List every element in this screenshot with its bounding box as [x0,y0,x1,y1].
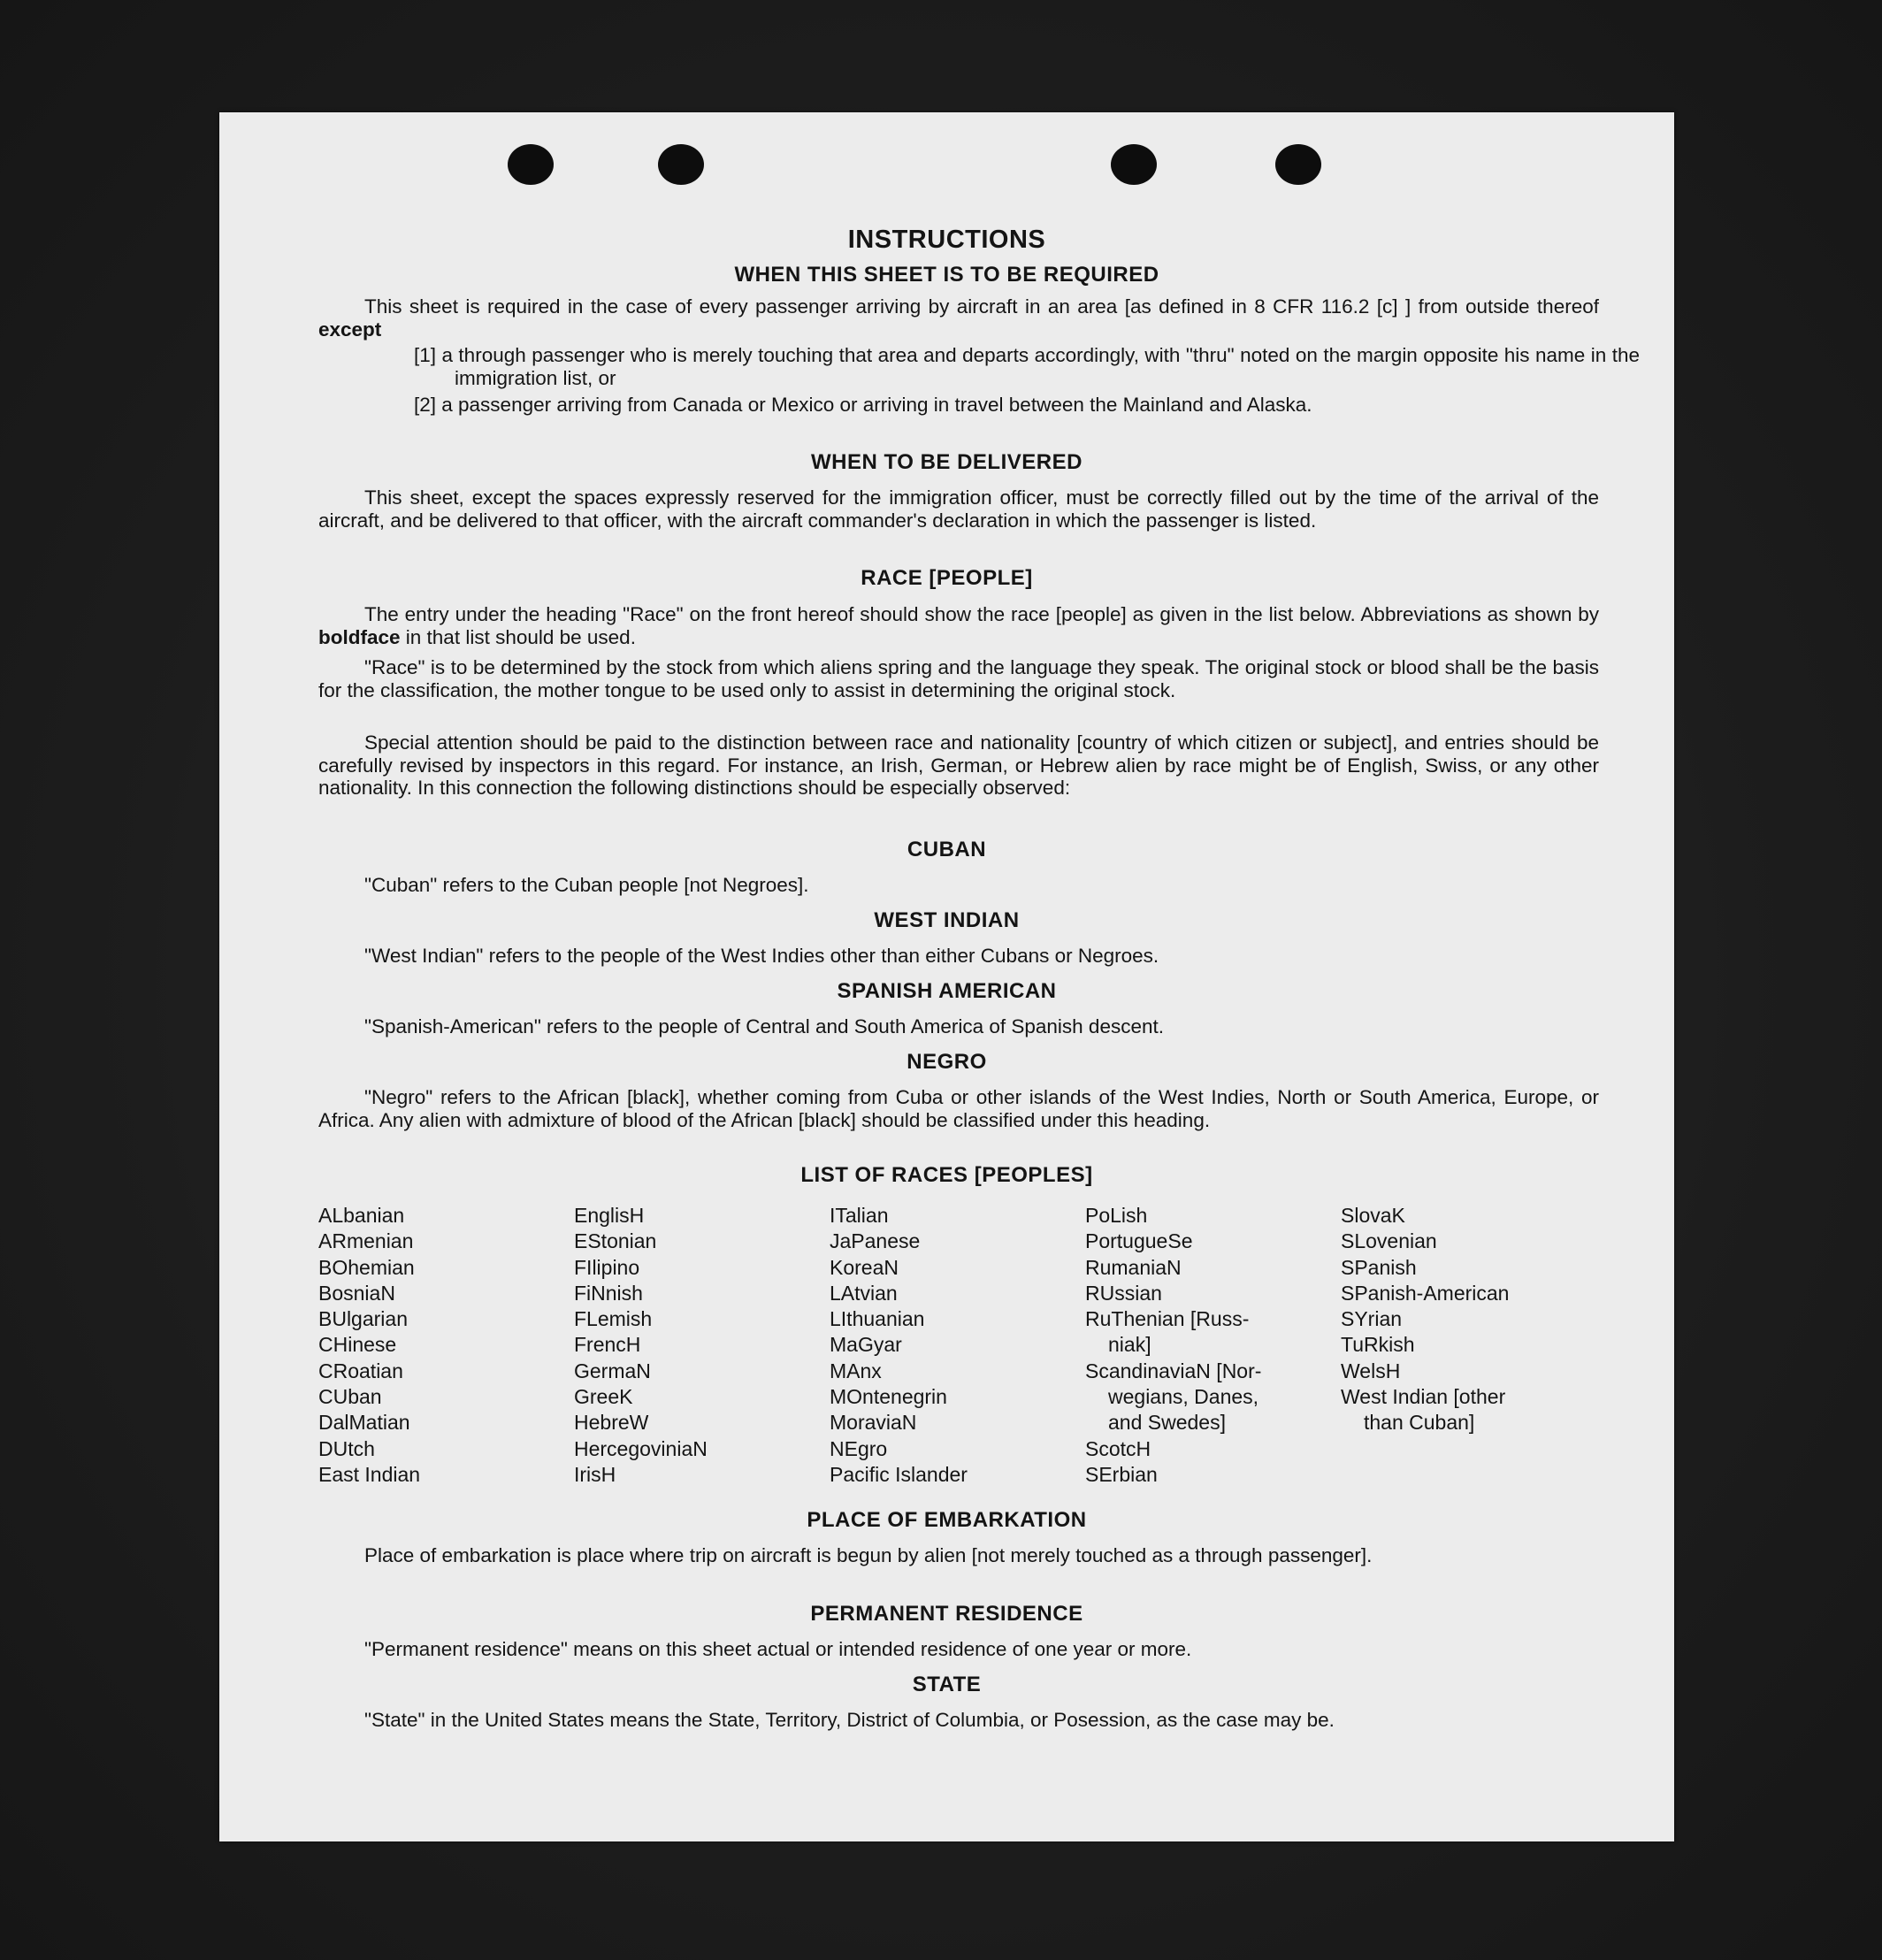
race-entry: BUlgarian [318,1307,408,1331]
required-item-1: [1] a through passenger who is merely touching that area and departs accordingly, with "thru" noted on the margin opposite his name in the immigration list, or [414,344,1640,389]
race-entry: than Cuban] [1364,1411,1475,1435]
race-entry: wegians, Danes, [1108,1385,1259,1409]
race-entry: Pacific Islander [830,1462,968,1486]
races-column-3 [830,1203,968,1488]
race-entry: BOhemian [318,1255,415,1279]
races-column-4 [1085,1203,1261,1488]
race-entry: PoLish [1085,1204,1148,1227]
race-entry: SlovaK [1341,1204,1405,1227]
heading-delivered: WHEN TO BE DELIVERED [811,450,1083,474]
race-entry: ITalian [830,1204,889,1227]
race-entry: MaGyar [830,1333,902,1357]
race-entry: IrisH [574,1462,616,1486]
heading-required: WHEN THIS SHEET IS TO BE REQUIRED [734,263,1159,287]
race-entry: CUban [318,1385,382,1409]
race-entry: MoraviaN [830,1411,917,1435]
heading-permanent-residence: PERMANENT RESIDENCE [810,1602,1083,1626]
race-entry: RUssian [1085,1281,1162,1305]
punch-hole [1275,144,1321,185]
cuban-text: "Cuban" refers to the Cuban people [not Negroes]. [364,874,809,896]
race-entry: TuRkish [1341,1333,1415,1357]
embarkation-text: Place of embarkation is place where trip on aircraft is begun by alien [not merely touched as a through passenger]. [364,1544,1373,1566]
race-entry: MOntenegrin [830,1385,947,1409]
race-entry: HebreW [574,1411,649,1435]
race-entry: MAnx [830,1359,882,1382]
race-paragraph-1: The entry under the heading "Race" on the front hereof should show the race [people] as given in the list below. Abbreviations as shown by boldface in that list should be used. [318,603,1599,648]
race-entry: ALbanian [318,1204,405,1227]
heading-state: STATE [912,1673,982,1696]
race-entry: HercegoviniaN [574,1436,708,1460]
race-entry: FiNnish [574,1281,643,1305]
race-entry: KoreaN [830,1255,899,1279]
race-entry: SYrian [1341,1307,1403,1331]
heading-cuban: CUBAN [907,838,987,861]
race-entry: RuThenian [Russ- [1085,1307,1250,1331]
state-text: "State" in the United States means the State, Territory, District of Columbia, or Posession, as the case may be. [364,1709,1335,1731]
race-entry: ScotcH [1085,1436,1151,1460]
punch-hole [508,144,554,185]
races-column-2 [574,1203,708,1488]
race-entry: SPanish-American [1341,1281,1510,1305]
race-paragraph-3: Special attention should be paid to the distinction between race and nationality [country of which citizen or subject], and entries should be carefully revised by inspectors in this regard. For instance, an Irish, German, or Hebrew alien by race might be of English, Swiss, or any other nationality. In this connection the following distinctions should be especially observed: [318,731,1599,799]
race-entry: FLemish [574,1307,653,1331]
race-entry: FrencH [574,1333,641,1357]
race-entry: GreeK [574,1385,633,1409]
race-entry: CHinese [318,1333,397,1357]
race-entry: PortugueSe [1085,1229,1193,1253]
race-entry: GermaN [574,1359,651,1382]
races-column-1 [318,1203,420,1488]
required-intro: This sheet is required in the case of every passenger arriving by aircraft in an area [as defined in 8 CFR 116.2 [c] ] from outside thereof except [318,295,1599,341]
race-entry: West Indian [other [1341,1385,1506,1409]
punch-hole [658,144,704,185]
race-paragraph-2: "Race" is to be determined by the stock from which aliens spring and the language they speak. The original stock or blood shall be the basis for the classification, the mother tongue to be used only to assist in determining the original stock. [318,656,1599,701]
race-entry: BosniaN [318,1281,395,1305]
race-entry: East Indian [318,1462,421,1486]
race-entry: ScandinaviaN [Nor- [1085,1359,1262,1382]
heading-embarkation: PLACE OF EMBARKATION [807,1508,1087,1532]
heading-race: RACE [PEOPLE] [861,566,1033,590]
race-entry: and Swedes] [1108,1411,1226,1435]
heading-west-indian: WEST INDIAN [874,908,1020,932]
delivered-text: This sheet, except the spaces expressly reserved for the immigration officer, must be correctly filled out by the time of the arrival of the aircraft, and be delivered to that officer, with the aircraft commander's declaration in which the passenger is listed. [318,486,1599,532]
race-entry: niak] [1108,1333,1151,1357]
race-entry: WelsH [1341,1359,1401,1382]
race-entry: RumaniaN [1085,1255,1182,1279]
race-entry: SPanish [1341,1255,1417,1279]
race-entry: LAtvian [830,1281,898,1305]
race-entry: LIthuanian [830,1307,925,1331]
race-entry: EStonian [574,1229,657,1253]
heading-negro: NEGRO [907,1050,987,1074]
race-entry: ARmenian [318,1229,414,1253]
race-entry: SErbian [1085,1462,1158,1486]
spanish-american-text: "Spanish-American" refers to the people of Central and South America of Spanish descent. [364,1015,1164,1037]
race-entry: NEgro [830,1436,888,1460]
race-entry: JaPanese [830,1229,921,1253]
negro-text: "Negro" refers to the African [black], whether coming from Cuba or other islands of the West Indies, North or South America, Europe, or Africa. Any alien with admixture of blood of the African [black] should be classified under this heading. [318,1086,1599,1131]
race-entry: FIlipino [574,1255,640,1279]
west-indian-text: "West Indian" refers to the people of the West Indies other than either Cubans or Negroes. [364,945,1159,967]
races-column-5 [1341,1203,1509,1436]
heading-list-of-races: LIST OF RACES [PEOPLES] [800,1163,1093,1187]
heading-spanish-american: SPANISH AMERICAN [837,979,1057,1003]
race-entry: DUtch [318,1436,375,1460]
residence-text: "Permanent residence" means on this sheet actual or intended residence of one year or more. [364,1638,1192,1660]
required-item-2: [2] a passenger arriving from Canada or Mexico or arriving in travel between the Mainland and Alaska. [414,394,1312,416]
race-entry: EnglisH [574,1204,645,1227]
race-entry: SLovenian [1341,1229,1437,1253]
page-title: INSTRUCTIONS [847,226,1046,254]
instruction-sheet [219,112,1674,1841]
punch-hole [1111,144,1157,185]
race-entry: DalMatian [318,1411,410,1435]
race-entry: CRoatian [318,1359,403,1382]
